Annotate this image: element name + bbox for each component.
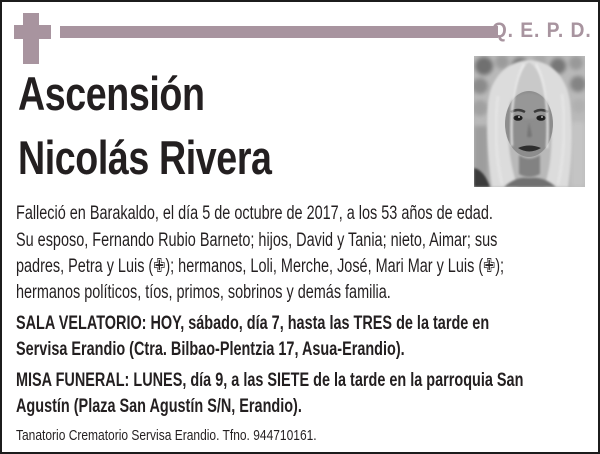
family-line: padres, Petra y Luis (✙); hermanos, Loli, Merche, José, Mari Mar y Luis (✙); xyxy=(16,256,505,277)
header-rule xyxy=(60,26,498,38)
photo-eye-right xyxy=(536,115,545,121)
family-line: Su esposo, Fernando Rubio Barneto; hijos, David y Tania; nieto, Aimar; sus xyxy=(16,230,498,251)
photo-eye-left xyxy=(513,115,522,121)
funeral-info-line: MISA FUNERAL: LUNES, día 9, a las SIETE de la tarde en la parroquia San xyxy=(16,370,524,391)
family-paragraph xyxy=(16,228,600,306)
footer-note xyxy=(16,426,392,446)
death-notice xyxy=(16,201,600,227)
deceased-name-line2: Nicolás Rivera xyxy=(18,131,272,184)
funeral-info-paragraph xyxy=(16,368,600,420)
footer-text: Tanatorio Crematorio Servisa Erandio. Tfno. 944710161. xyxy=(16,427,317,444)
family-line: hermanos políticos, tíos, primos, sobrinos y demás familia. xyxy=(16,282,391,303)
wake-info-line: SALA VELATORIO: HOY, sábado, día 7, hasta las TRES de la tarde en xyxy=(16,313,490,334)
wake-info-line: Servisa Erandio (Ctra. Bilbao-Plentzia 17, Asua-Erandio). xyxy=(16,339,405,360)
qepd-label: Q. E. P. D. xyxy=(492,19,592,42)
deceased-name-line1: Ascensión xyxy=(18,67,205,120)
cross-icon-horizontal-bar xyxy=(14,25,51,39)
wake-info-paragraph xyxy=(16,311,600,363)
death-notice-text: Falleció en Barakaldo, el día 5 de octubre de 2017, a los 53 años de edad. xyxy=(16,203,493,224)
funeral-info-line: Agustín (Plaza San Agustín S/N, Erandio). xyxy=(16,396,302,417)
portrait-photo xyxy=(474,56,585,187)
